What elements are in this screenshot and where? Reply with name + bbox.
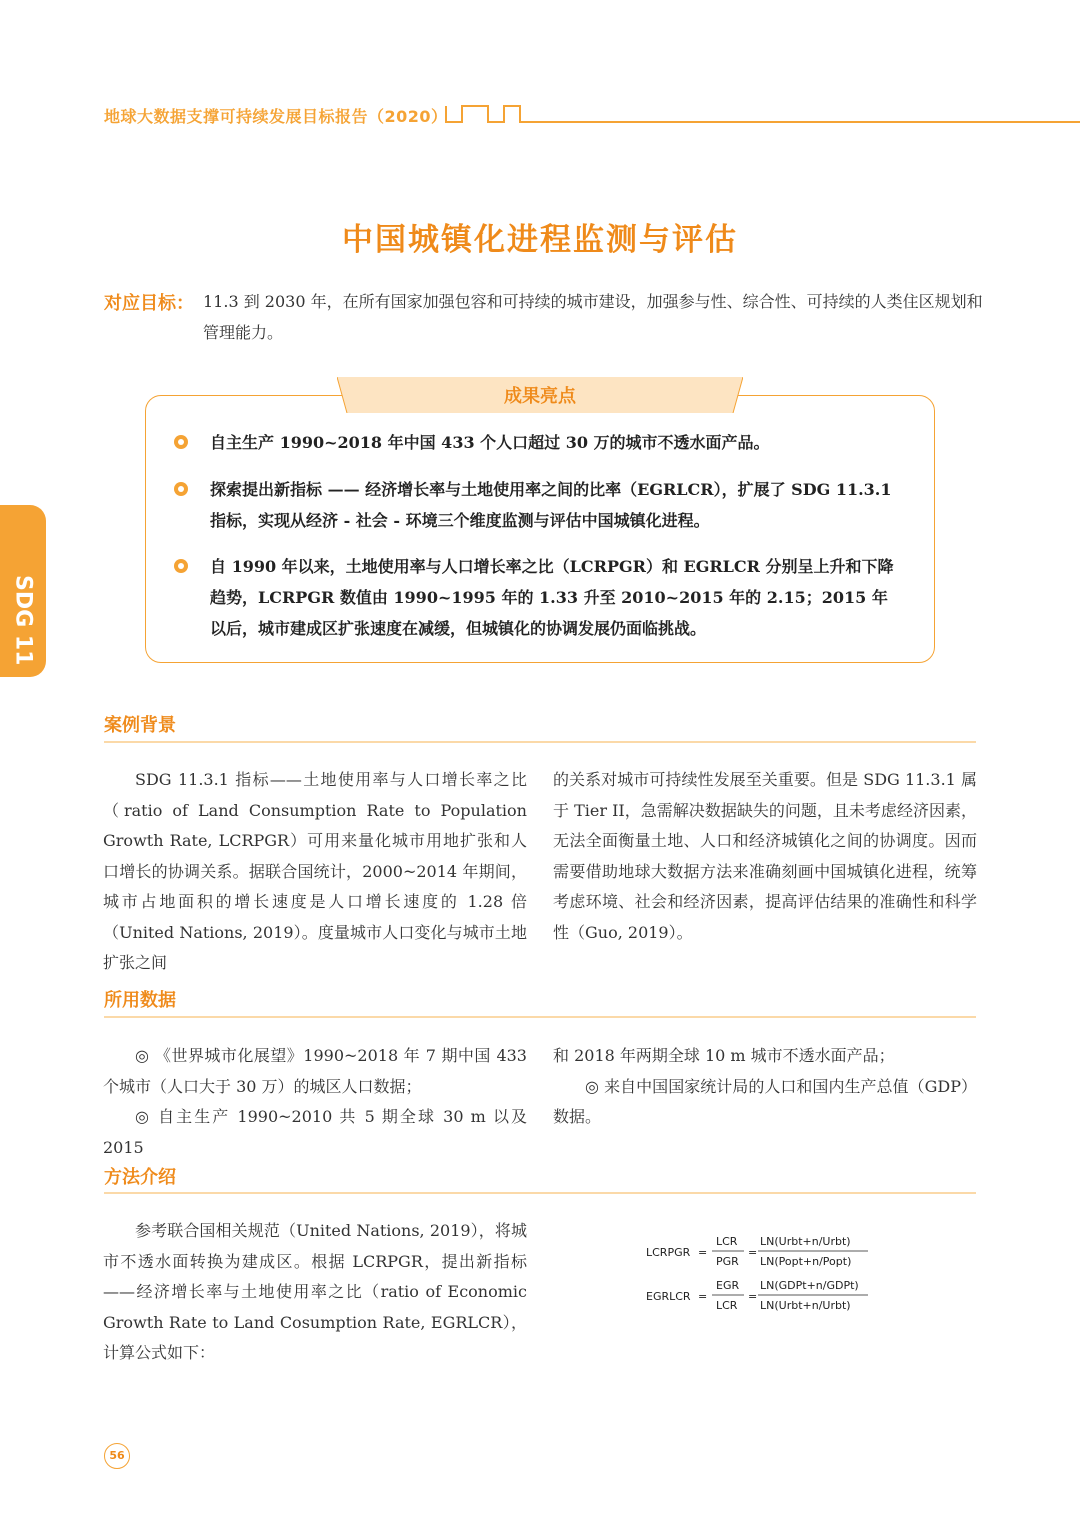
formula2-frac1-den: LCR	[716, 1299, 738, 1312]
highlight-text: 探索提出新指标 —— 经济增长率与土地使用率之间的比率（EGRLCR），扩展了 SDG 11.3.1 指标，实现从经济 - 社会 - 环境三个维度监测与评估中国城镇化进程。	[210, 480, 892, 530]
section-heading-method: 方法介绍	[104, 1167, 176, 1188]
formula2-frac2-num: LN(GDPt+n/GDPt)	[760, 1279, 859, 1292]
data-item: ◎ 自主生产 1990~2010 共 5 期全球 30 m 以及 2015	[103, 1107, 527, 1157]
background-text-right: 的关系对城市可持续性发展至关重要。但是 SDG 11.3.1 属于 Tier II，急需解决数据缺失的问题，且未考虑经济因素，无法全面衡量土地、人口和经济城镇化之间的协调度。因而需要借助地球大数据方法来准确刻画中国城镇化进程，统筹考虑环境、社会和经济因素，提高评估结果的准确性和科学性（Guo, 2019）。	[553, 770, 977, 942]
highlight-item	[176, 474, 896, 536]
data-item: 和 2018 年两期全球 10 m 城市不透水面产品；	[553, 1046, 895, 1065]
section-rule	[104, 1192, 976, 1194]
method-text: 参考联合国相关规范（United Nations, 2019），将城市不透水面转换为建成区。根据 LCRPGR，提出新指标——经济增长率与土地使用率之比（ratio of Economic Growth Rate to Land Cosumption Rate, EGRLCR），计算公式如下：	[103, 1221, 527, 1362]
section-rule	[104, 1016, 976, 1018]
section-rule	[104, 741, 976, 743]
bullet-icon	[174, 435, 188, 449]
svg-text:=: =	[698, 1290, 708, 1303]
data-item: ◎ 来自中国国家统计局的人口和国内生产总值（GDP）数据。	[553, 1076, 977, 1126]
data-text-left	[103, 1041, 527, 1163]
formula1-lhs: LCRPGR	[646, 1246, 691, 1259]
side-chapter-tab-label	[11, 575, 36, 605]
header-decorative-line	[440, 104, 1080, 126]
formula2-frac1-num: EGR	[716, 1279, 740, 1292]
background-text-left: SDG 11.3.1 指标——土地使用率与人口增长率之比（ratio of Land Consumption Rate to Population Growth Rate, LCRPGR）可用来量化城市用地扩张和人口增长的协调关系。据联合国统计，2000~2014 年期间，城市占地面积的增长速度是人口增长速度的 1.28 倍（United Nations, 2019）。度量城市人口变化与城市土地扩张之间	[103, 770, 527, 972]
formula1-frac2-num: LN(Urbt+n/Urbt)	[760, 1235, 851, 1248]
bullet-icon	[174, 482, 188, 496]
data-text-right	[553, 1041, 977, 1133]
svg-text:=: =	[748, 1246, 758, 1259]
target-label: 对应目标：	[104, 293, 194, 314]
data-item: ◎ 《世界城市化展望》1990~2018 年 7 期中国 433 个城市（人口大于 30 万）的城区人口数据；	[103, 1046, 527, 1096]
formula1-frac1-den: PGR	[716, 1255, 739, 1268]
target-text: 11.3 到 2030 年，在所有国家加强包容和可持续的城市建设，加强参与性、综合性、可持续的人类住区规划和管理能力。	[203, 292, 983, 342]
formula1-frac1-num: LCR	[716, 1235, 738, 1248]
highlights-title: 成果亮点	[504, 386, 576, 407]
bullet-icon	[174, 559, 188, 573]
report-header-title: 地球大数据支撑可持续发展目标报告（2020）	[104, 107, 448, 126]
highlight-item	[176, 551, 896, 644]
section-heading-background: 案例背景	[104, 715, 176, 736]
svg-text:=: =	[748, 1290, 758, 1303]
section-heading-data: 所用数据	[104, 990, 176, 1011]
page-number: 56	[104, 1443, 130, 1469]
highlight-item	[176, 427, 896, 458]
formula2-lhs: EGRLCR	[646, 1290, 691, 1303]
highlight-text: 自 1990 年以来，土地使用率与人口增长率之比（LCRPGR）和 EGRLCR 分别呈上升和下降趋势，LCRPGR 数值由 1990~1995 年的 1.33 升至 2010~2015 年的 2.15；2015 年以后，城市建成区扩张速度在减缓，但城镇化的协调发展仍面临挑战。	[210, 557, 894, 638]
formula-block	[640, 1230, 900, 1320]
formula1-frac2-den: LN(Popt+n/Popt)	[760, 1255, 852, 1268]
svg-text:=: =	[698, 1246, 708, 1259]
formula2-frac2-den: LN(Urbt+n/Urbt)	[760, 1299, 851, 1312]
page-title: 中国城镇化进程监测与评估	[342, 222, 738, 258]
highlight-text: 自主生产 1990~2018 年中国 433 个人口超过 30 万的城市不透水面产品。	[210, 433, 770, 452]
